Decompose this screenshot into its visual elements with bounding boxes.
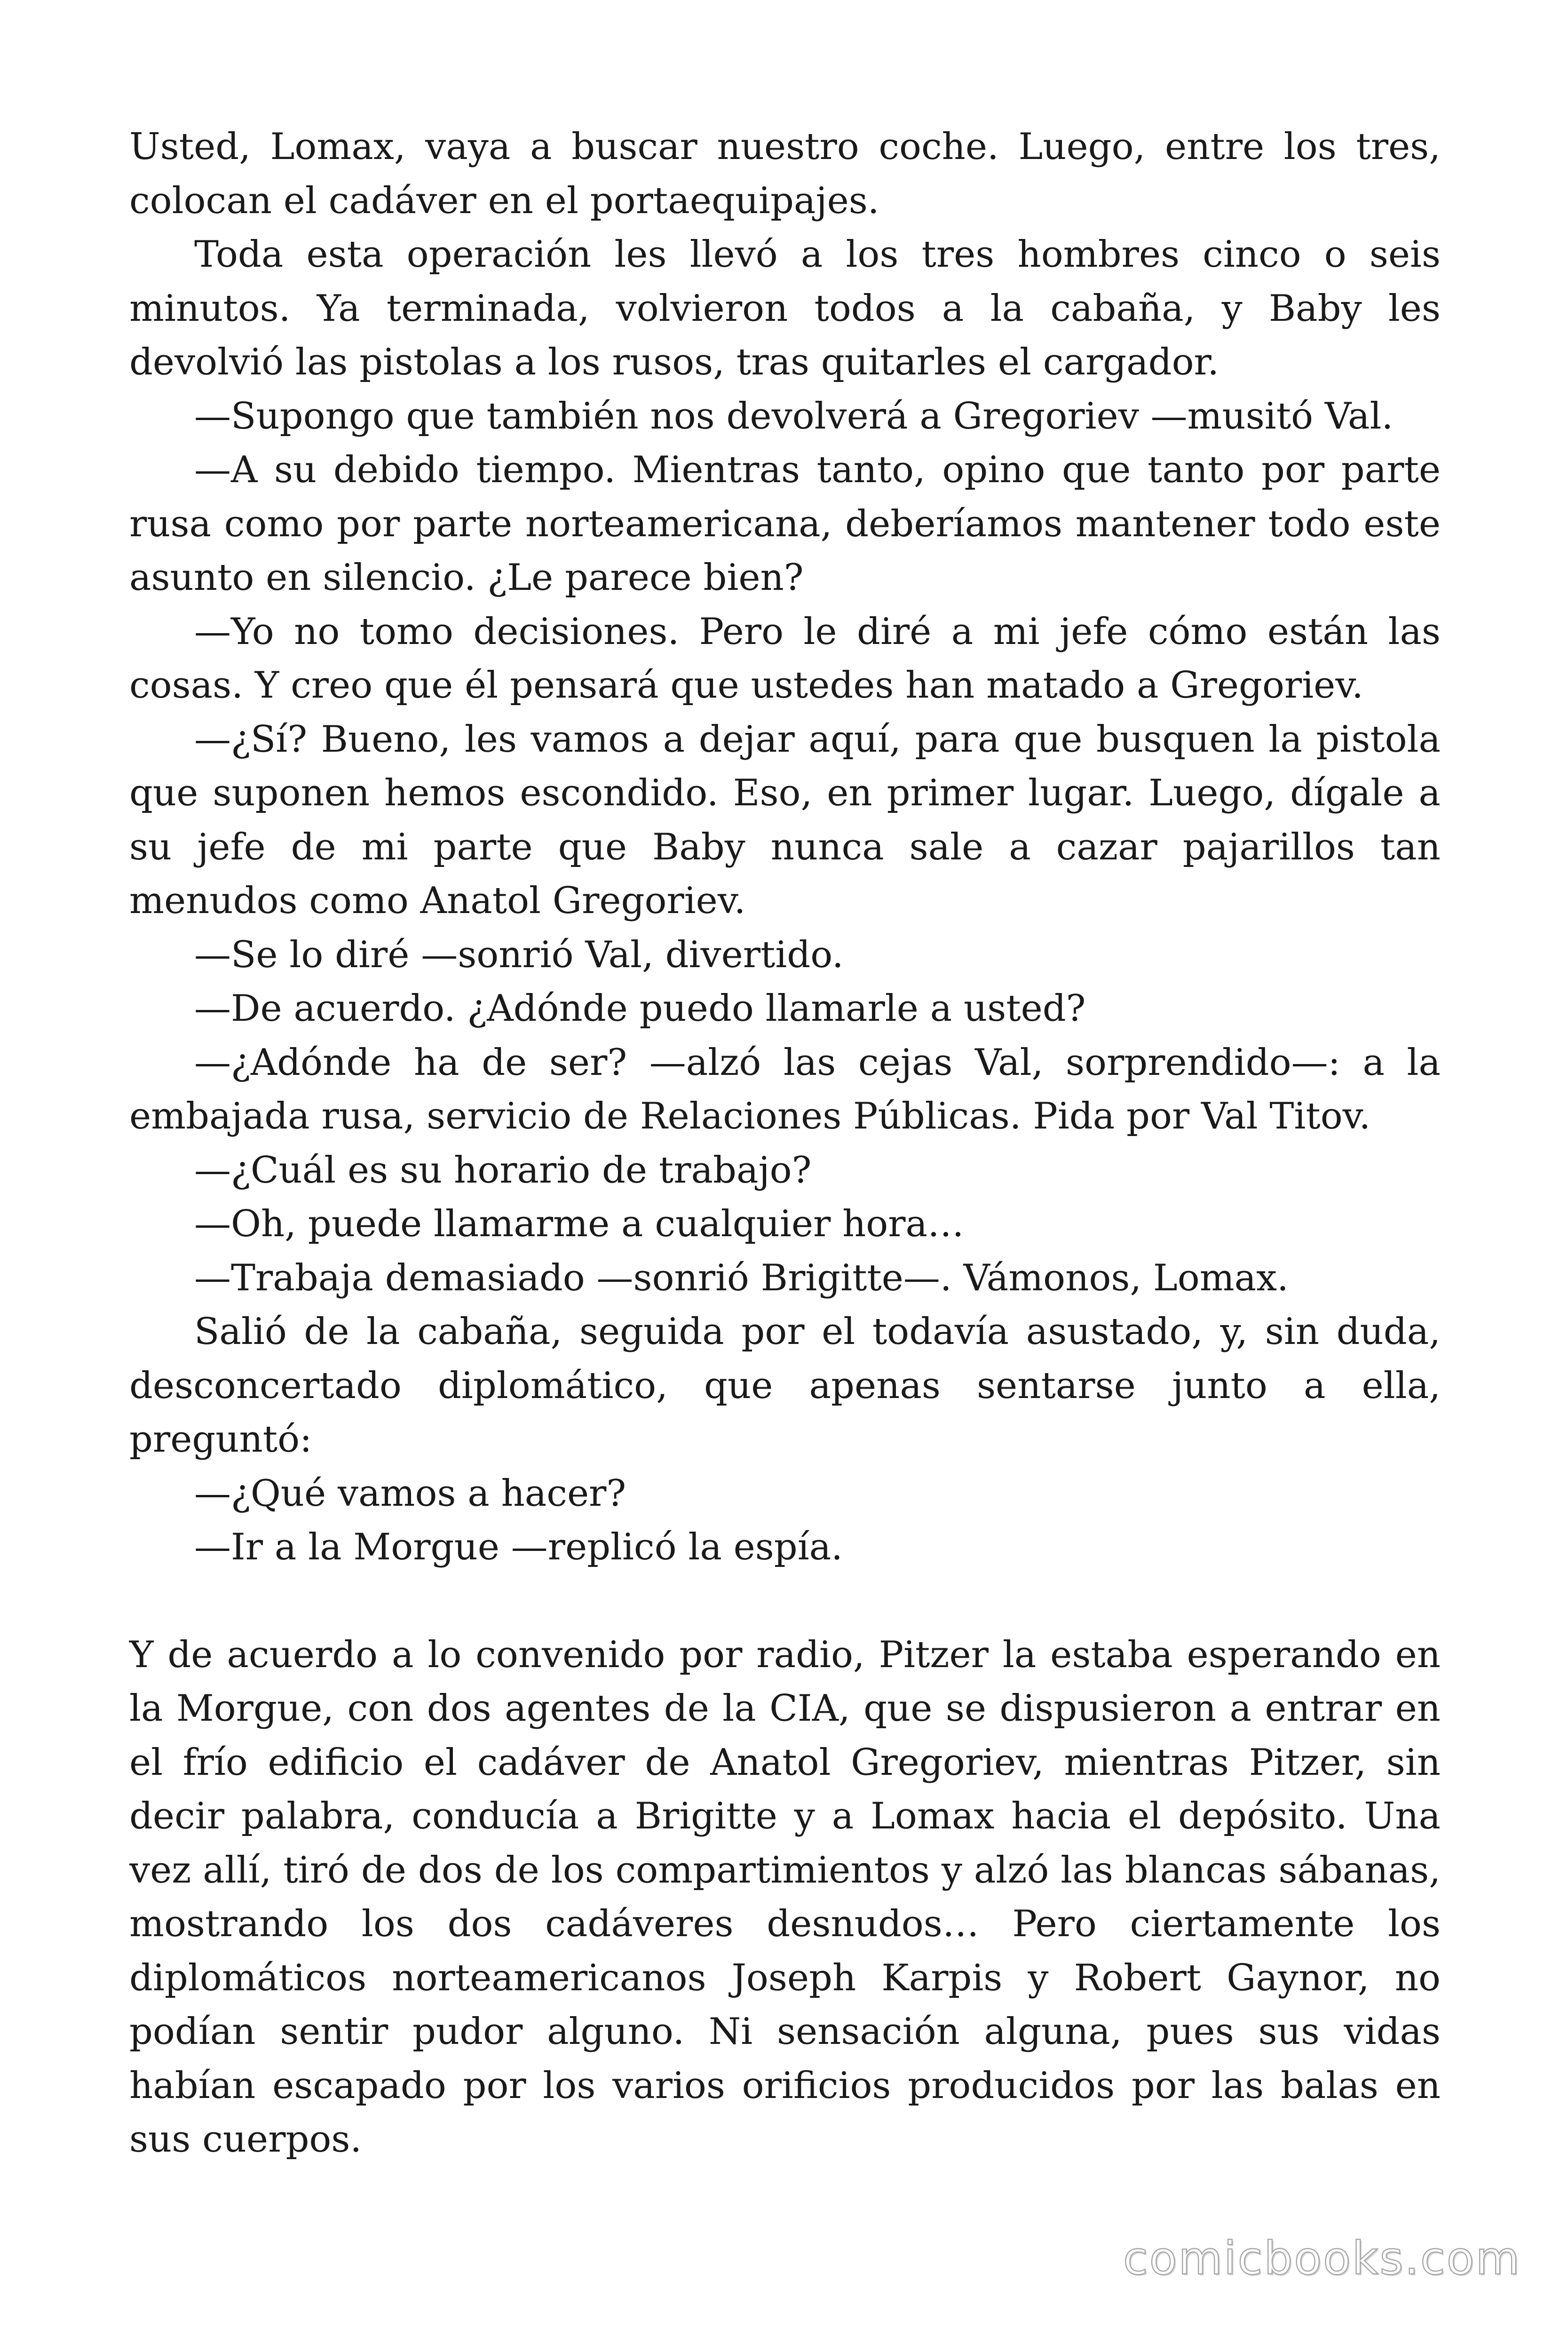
dialogue-line: —De acuerdo. ¿Adónde puedo llamarle a usted? [194,987,1086,1030]
paragraph: Toda esta operación les llevó a los tres hombres cinco o seis minutos. Ya terminada, volvieron todos a la cabaña, y Baby les devolvió las pistolas a los rusos, tras quitarles el cargador. [129,233,1441,383]
dialogue-line: —Ir a la Morgue —replicó la espía. [194,1526,843,1568]
book-page [129,120,1441,2167]
dialogue-line: —Yo no tomo decisiones. Pero le diré a mi jefe cómo están las cosas. Y creo que él pensará que ustedes han matado a Gregoriev. [129,610,1441,707]
dialogue-line: —Trabaja demasiado —sonrió Brigitte—. Vámonos, Lomax. [194,1256,1289,1299]
dialogue-line: —Se lo diré —sonrió Val, divertido. [194,933,844,976]
dialogue-line: —¿Adónde ha de ser? —alzó las cejas Val, sorprendido—: a la embajada rusa, servicio de Relaciones Públicas. Pida por Val Titov. [129,1041,1441,1137]
paragraph: Usted, Lomax, vaya a buscar nuestro coche. Luego, entre los tres, colocan el cadáver en el portaequipajes. [129,126,1441,222]
dialogue-line: —Oh, puede llamarme a cualquier hora… [194,1203,965,1245]
dialogue-line: —A su debido tiempo. Mientras tanto, opino que tanto por parte rusa como por parte norteamericana, deberíamos mantener todo este asunto en silencio. ¿Le parece bien? [129,449,1441,599]
paragraph: Y de acuerdo a lo convenido por radio, Pitzer la estaba esperando en la Morgue, con dos agentes de la CIA, que se dispusieron a entrar en el frío edificio el cadáver de Anatol Gregoriev, mientras Pitzer, sin decir palabra, conducía a Brigitte y a Lomax hacia el depósito. Una vez allí, tiró de dos de los compartimientos y alzó las blancas sábanas, mostrando los dos cadáveres desnudos… Pero ciertamente los diplomáticos norteamericanos Joseph Karpis y Robert Gaynor, no podían sentir pudor alguno. Ni sensación alguna, pues sus vidas habían escapado por los varios orificios producidos por las balas en sus cuerpos. [129,1633,1441,2161]
dialogue-line: —¿Cuál es su horario de trabajo? [194,1149,812,1192]
section-break [129,1574,1441,1628]
dialogue-line: —¿Qué vamos a hacer? [194,1472,626,1515]
paragraph: Salió de la cabaña, seguida por el todavía asustado, y, sin duda, desconcertado diplomático, que apenas sentarse junto a ella, preguntó: [129,1311,1441,1461]
watermark-logo: comicbooks.com [1123,2232,1521,2285]
dialogue-line: —¿Sí? Bueno, les vamos a dejar aquí, para que busquen la pistola que suponen hemos escondido. Eso, en primer lugar. Luego, dígale a su jefe de mi parte que Baby nunca sale a cazar pajarillos tan menudos como Anatol Gregoriev. [129,718,1441,922]
dialogue-line: —Supongo que también nos devolverá a Gregoriev —musitó Val. [194,395,1394,437]
